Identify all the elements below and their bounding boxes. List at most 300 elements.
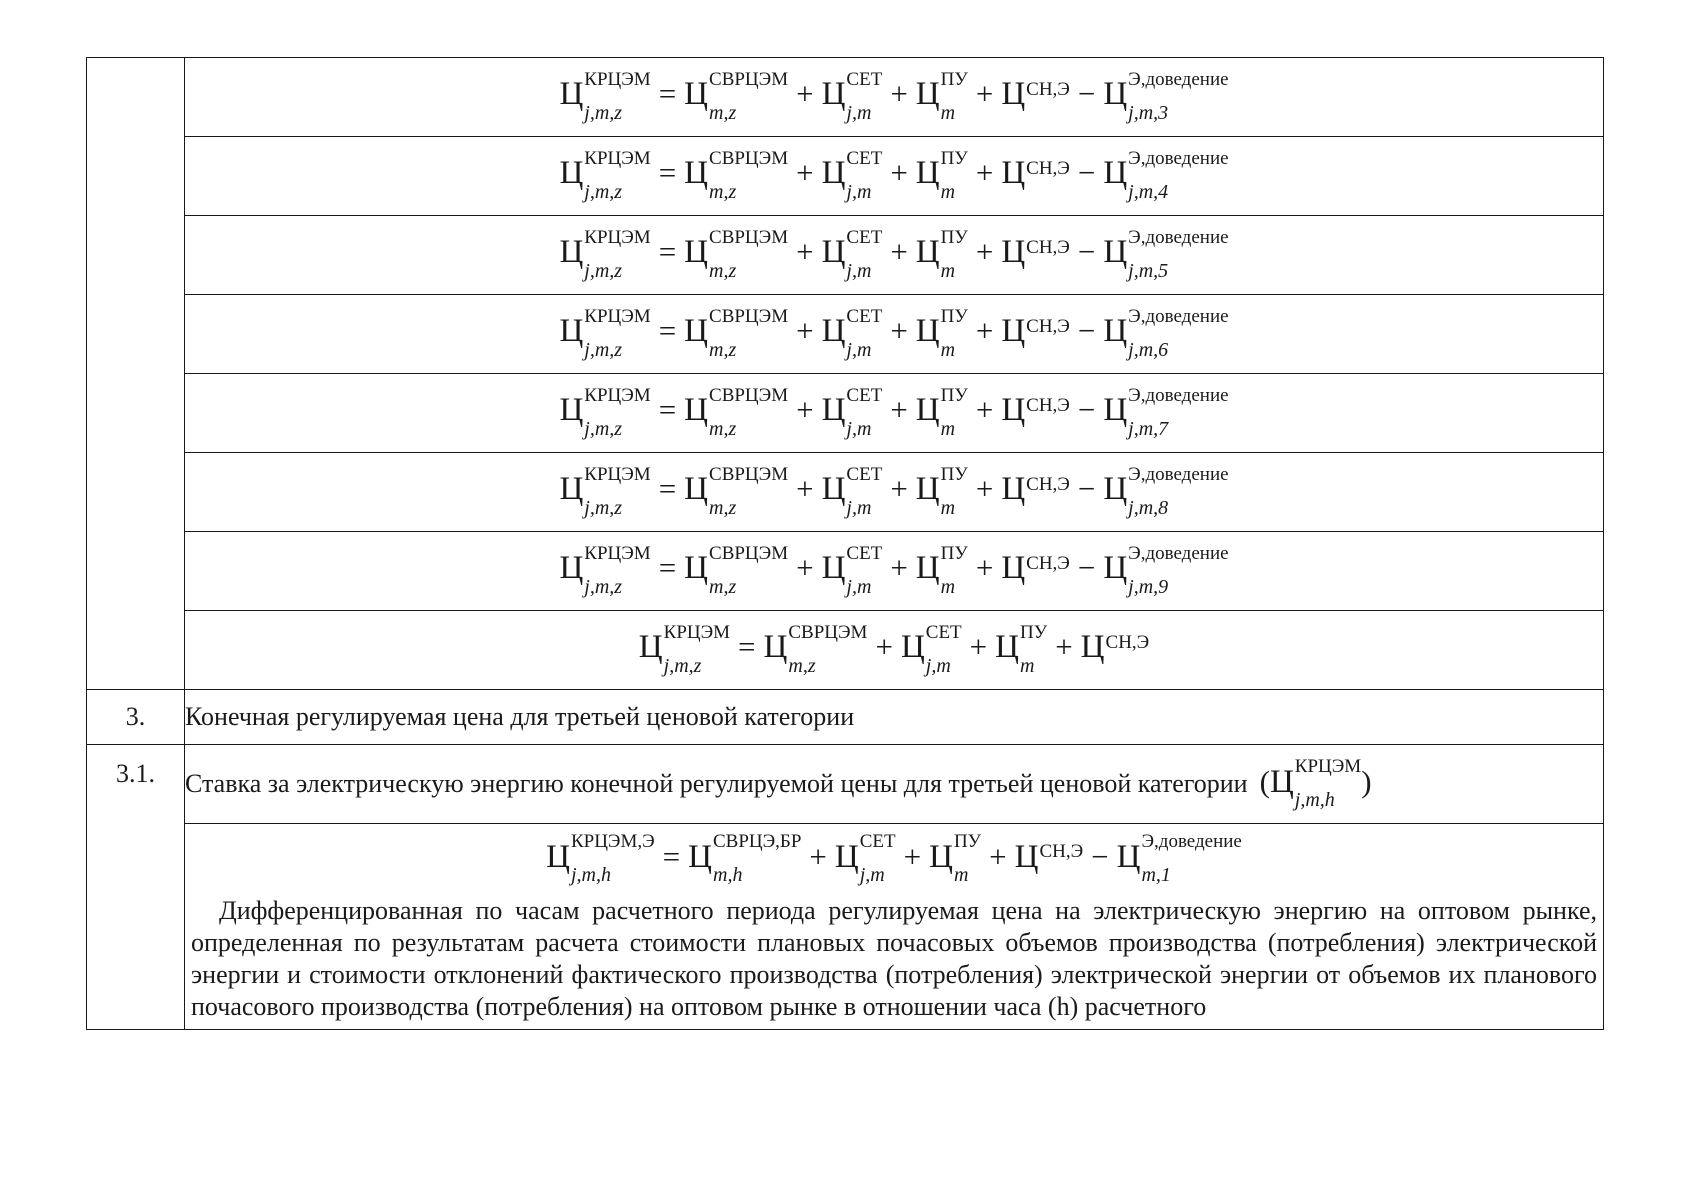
formula <box>185 463 1603 519</box>
formula-markup-term-superscript: СН,Э <box>1026 552 1070 574</box>
formula-infrastructure-term-indices <box>940 68 968 124</box>
minus-sign: − <box>1077 550 1096 586</box>
formula-network-term-indices <box>846 542 883 598</box>
plus-sign: + <box>809 838 827 874</box>
formula <box>185 824 1603 886</box>
equals-sign: = <box>658 471 677 507</box>
formula-result-term-indices <box>584 463 651 519</box>
formula-cell <box>185 374 1604 453</box>
formula-markup-term <box>1001 155 1070 190</box>
price-symbol: Ц <box>915 76 940 113</box>
formula-infrastructure-term-indices <box>940 384 968 440</box>
equals-sign: = <box>658 392 677 428</box>
plus-sign: + <box>1055 629 1073 665</box>
price-table <box>86 57 1604 1030</box>
price-symbol: Ц <box>821 550 846 587</box>
formula-infrastructure-term-indices <box>940 305 968 361</box>
formula-wholesale-term <box>684 147 789 203</box>
formula-result-term-subscript: j,m,z <box>584 575 623 598</box>
formula-reduction-term-subscript: j,m,5 <box>1128 259 1169 282</box>
formula-reduction-term-indices <box>1128 384 1229 440</box>
formula-markup-term-indices <box>1026 78 1070 107</box>
formula-infrastructure-term <box>915 542 968 598</box>
formula-network-term <box>821 226 883 282</box>
formula-row <box>87 295 1604 374</box>
formula-reduction-term <box>1103 226 1229 282</box>
formula-reduction-term <box>1103 68 1229 124</box>
formula-result-term-superscript: КРЦЭМ <box>584 384 651 406</box>
price-symbol: Ц <box>684 550 709 587</box>
formula-reduction-term <box>1116 831 1242 886</box>
formula-reduction-term-superscript: Э,доведение <box>1128 305 1229 327</box>
formula-network-term-indices <box>846 226 883 282</box>
formula-markup-term-superscript: СН,Э <box>1026 473 1070 495</box>
price-symbol: Ц <box>821 392 846 429</box>
formula <box>185 68 1603 124</box>
plus-sign: + <box>875 629 893 665</box>
formula-network-term <box>821 68 883 124</box>
price-symbol: Ц <box>559 392 584 429</box>
price-symbol: Ц <box>1014 838 1039 875</box>
formula-reduction-term-subscript: j,m,7 <box>1128 417 1169 440</box>
formula-result-term-subscript: j,m,z <box>584 101 623 124</box>
formula-result-term-subscript: j,m,h <box>570 864 611 886</box>
formula-infrastructure-term <box>929 831 982 886</box>
formula-reduction-term-superscript: Э,доведение <box>1128 68 1229 90</box>
formula-wholesale-term-superscript: СВРЦЭМ <box>709 147 789 169</box>
formula-markup-term <box>1001 392 1070 427</box>
formula-cell <box>185 453 1604 532</box>
formula <box>185 147 1603 203</box>
formula-infrastructure-term-superscript: ПУ <box>940 226 968 248</box>
formula-markup-term-superscript: СН,Э <box>1039 841 1084 862</box>
equals-sign: = <box>662 838 681 874</box>
price-symbol: Ц <box>1103 313 1128 350</box>
price-symbol: Ц <box>1103 392 1128 429</box>
formula-reduction-term-indices <box>1128 542 1229 598</box>
price-symbol: Ц <box>1269 763 1294 800</box>
price-symbol: Ц <box>915 471 940 508</box>
formula-wholesale-term-subscript: m,z <box>709 101 737 124</box>
plus-sign: + <box>796 471 814 507</box>
formula-wholesale-term-indices <box>709 305 789 361</box>
formula-network-term <box>900 621 962 677</box>
subsection-title: Ставка за электрическую энергию конечной регулируемой цены для третьей ценовой категории <box>185 768 1248 798</box>
price-symbol: Ц <box>821 234 846 271</box>
price-symbol: Ц <box>638 629 663 666</box>
price-symbol: Ц <box>1001 313 1026 350</box>
formula-infrastructure-term-indices <box>940 226 968 282</box>
formula-markup-term <box>1081 629 1150 664</box>
title-price-term-indices <box>1294 756 1362 812</box>
plus-sign: + <box>796 76 814 112</box>
formula-reduction-term-indices <box>1128 463 1229 519</box>
formula-network-term-subscript: j,m <box>846 338 872 361</box>
price-symbol: Ц <box>546 838 570 875</box>
formula-wholesale-term-subscript: m,z <box>709 417 737 440</box>
formula-wholesale-term <box>684 463 789 519</box>
number-cell-empty <box>87 58 185 690</box>
price-symbol: Ц <box>684 76 709 113</box>
description-paragraph: Дифференцированная по часам расчетного периода регулируемая цена на электрическую энергию на оптовом рынке, определенная по результатам расчета стоимости плановых почасовых объемов производства (потребления) электрической энергии и стоимости отклонений фактического производства (потребления) электрической энергии от объемов их планового почасового производства (потребления) на оптовом рынке в отношении часа (h) расчетного <box>191 896 1597 1021</box>
price-symbol: Ц <box>900 629 925 666</box>
plus-sign: + <box>796 234 814 270</box>
formula-reduction-term-indices <box>1128 226 1229 282</box>
formula-infrastructure-term-subscript: m <box>940 496 956 519</box>
formula-cell <box>185 216 1604 295</box>
plus-sign: + <box>796 392 814 428</box>
formula-wholesale-term-indices <box>709 542 789 598</box>
formula-wholesale-term-superscript: СВРЦЭМ <box>709 463 789 485</box>
formula-markup-term <box>1001 234 1070 269</box>
formula-network-term-subscript: j,m <box>846 180 872 203</box>
formula-row <box>87 374 1604 453</box>
subsection-body-cell <box>185 824 1604 1030</box>
formula-cell <box>185 295 1604 374</box>
formula-reduction-term <box>1103 384 1229 440</box>
plus-sign: + <box>890 155 908 191</box>
formula-wholesale-term-indices <box>788 621 868 677</box>
price-symbol: Ц <box>821 155 846 192</box>
formula-markup-term-indices <box>1026 394 1070 423</box>
plus-sign: + <box>975 313 994 349</box>
price-symbol: Ц <box>559 76 584 113</box>
formula-network-term-indices <box>846 305 883 361</box>
formula-markup-term-superscript: СН,Э <box>1105 631 1150 653</box>
formula-reduction-term-indices <box>1141 831 1242 886</box>
price-symbol: Ц <box>834 838 859 875</box>
formula-row <box>87 532 1604 611</box>
formula-markup-term-indices <box>1026 236 1070 265</box>
formula-result-term-superscript: КРЦЭМ <box>584 147 651 169</box>
formula-reduction-term-subscript: j,m,3 <box>1128 101 1169 124</box>
price-symbol: Ц <box>1103 76 1128 113</box>
price-symbol: Ц <box>1001 234 1026 271</box>
formula-reduction-term-superscript: Э,доведение <box>1128 542 1229 564</box>
equals-sign: = <box>738 629 756 665</box>
formula-reduction-term <box>1103 305 1229 361</box>
formula <box>185 226 1603 282</box>
formula-wholesale-term-superscript: СВРЦЭМ <box>709 542 789 564</box>
formula-reduction-term-superscript: Э,доведение <box>1128 463 1229 485</box>
formula-result-term-subscript: j,m,z <box>584 338 623 361</box>
formula-network-term-superscript: СЕТ <box>925 621 962 643</box>
formula-reduction-term-subscript: j,m,4 <box>1128 180 1169 203</box>
formula-network-term-subscript: j,m <box>846 496 872 519</box>
formula-markup-term-superscript: СН,Э <box>1026 315 1070 337</box>
minus-sign: − <box>1077 392 1096 428</box>
formula-network-term-indices <box>846 147 883 203</box>
subsection-title-cell <box>185 745 1604 824</box>
formula-infrastructure-term <box>915 305 968 361</box>
formula-network-term-superscript: СЕТ <box>846 226 883 248</box>
formula-wholesale-term <box>684 384 789 440</box>
formula-result-term <box>559 68 651 124</box>
formula-infrastructure-term-indices <box>940 542 968 598</box>
price-symbol: Ц <box>1001 550 1026 587</box>
price-symbol: Ц <box>1001 392 1026 429</box>
price-symbol: Ц <box>1116 838 1141 875</box>
price-symbol: Ц <box>684 155 709 192</box>
formula-network-term <box>821 384 883 440</box>
formula-network-term-superscript: СЕТ <box>846 305 883 327</box>
formula-reduction-term-indices <box>1128 147 1229 203</box>
price-symbol: Ц <box>915 234 940 271</box>
formula-markup-term-indices <box>1026 552 1070 581</box>
subsection-number: 3.1. <box>87 745 185 1030</box>
formula-wholesale-term-indices <box>709 147 789 203</box>
formula-wholesale-term-subscript: m,z <box>709 180 737 203</box>
plus-sign: + <box>975 392 994 428</box>
formula-network-term-indices <box>859 831 896 886</box>
price-symbol: Ц <box>915 392 940 429</box>
formula-network-term-subscript: j,m <box>846 575 872 598</box>
price-symbol: Ц <box>1001 471 1026 508</box>
formula-network-term <box>821 463 883 519</box>
formula-wholesale-term-superscript: СВРЦЭМ <box>709 226 789 248</box>
price-symbol: Ц <box>559 155 584 192</box>
formula-reduction-term <box>1103 147 1229 203</box>
formula-cell <box>185 532 1604 611</box>
formula-wholesale-term-indices <box>709 68 789 124</box>
formula-result-term <box>546 831 655 886</box>
formula-result-term-superscript: КРЦЭМ <box>584 463 651 485</box>
formula-reduction-term-subscript: j,m,9 <box>1128 575 1169 598</box>
price-symbol: Ц <box>559 234 584 271</box>
price-symbol: Ц <box>684 313 709 350</box>
formula-network-term-subscript: j,m <box>859 864 885 886</box>
plus-sign: + <box>969 629 988 665</box>
formula-network-term <box>821 542 883 598</box>
formula-wholesale-term <box>684 542 789 598</box>
price-symbol: Ц <box>929 838 953 875</box>
price-symbol: Ц <box>688 838 712 875</box>
formula-markup-term <box>1015 839 1084 874</box>
formula-infrastructure-term-subscript: m <box>940 417 956 440</box>
formula-infrastructure-term-subscript: m <box>1020 654 1035 677</box>
price-symbol: Ц <box>1103 234 1128 271</box>
formula-markup-term <box>1001 471 1070 506</box>
plus-sign: + <box>890 392 908 428</box>
plus-sign: + <box>796 155 814 191</box>
formula-cell <box>185 58 1604 137</box>
formula-result-term-subscript: j,m,z <box>663 654 702 677</box>
price-symbol: Ц <box>1001 155 1026 192</box>
formula-result-term <box>559 542 651 598</box>
formula-wholesale-term <box>684 68 789 124</box>
formula-network-term-indices <box>925 621 962 677</box>
minus-sign: − <box>1077 155 1096 191</box>
formula-network-term <box>834 831 896 886</box>
plus-sign: + <box>975 234 994 270</box>
formula-infrastructure-term-superscript: ПУ <box>940 384 968 406</box>
formula-markup-term-indices <box>1039 841 1084 869</box>
formula-result-term-indices <box>584 226 651 282</box>
formula-network-term-indices <box>846 384 883 440</box>
formula-wholesale-term-subscript: m,z <box>709 338 737 361</box>
formula-markup-term-indices <box>1026 315 1070 344</box>
formula-result-term-indices <box>584 384 651 440</box>
subsection-row <box>87 745 1604 824</box>
formula-result-term-indices <box>663 621 731 677</box>
formula-result-term-superscript: КРЦЭМ <box>584 226 651 248</box>
formula <box>185 621 1603 677</box>
plus-sign: + <box>975 550 994 586</box>
formula-infrastructure-term-indices <box>940 147 968 203</box>
plus-sign: + <box>975 471 994 507</box>
formula-result-term-subscript: j,m,z <box>584 496 623 519</box>
formula-result-term-superscript: КРЦЭМ <box>663 621 731 643</box>
price-symbol: Ц <box>1103 155 1128 192</box>
formula-row <box>87 216 1604 295</box>
close-paren: ) <box>1361 763 1372 799</box>
formula-network-term-indices <box>846 463 883 519</box>
price-symbol: Ц <box>915 313 940 350</box>
formula-row <box>87 453 1604 532</box>
formula-result-term-subscript: j,m,z <box>584 180 623 203</box>
price-symbol: Ц <box>559 313 584 350</box>
formula-network-term-superscript: СЕТ <box>846 384 883 406</box>
formula-infrastructure-term <box>915 147 968 203</box>
formula-cell <box>185 611 1604 690</box>
formula-reduction-term-superscript: Э,доведение <box>1128 384 1229 406</box>
formula-result-term <box>559 463 651 519</box>
section-number: 3. <box>87 690 185 745</box>
formula-wholesale-term-indices <box>713 831 802 886</box>
formula-markup-term <box>1001 550 1070 585</box>
formula-network-term <box>821 147 883 203</box>
price-symbol: Ц <box>1103 550 1128 587</box>
price-symbol: Ц <box>995 629 1019 666</box>
formula-wholesale-term-superscript: СВРЦЭМ <box>788 621 868 643</box>
price-symbol: Ц <box>1080 629 1105 666</box>
price-symbol: Ц <box>559 471 584 508</box>
formula-reduction-term-subscript: m,1 <box>1141 864 1171 886</box>
formula-result-term-indices <box>584 305 651 361</box>
formula-wholesale-term-superscript: СВРЦЭ,БР <box>713 831 802 852</box>
formula-infrastructure-term-subscript: m <box>940 338 956 361</box>
formula-infrastructure-term <box>915 463 968 519</box>
subsection-body-row <box>87 824 1604 1030</box>
formula-reduction-term <box>1103 542 1229 598</box>
formula-infrastructure-term <box>915 68 968 124</box>
plus-sign: + <box>890 234 908 270</box>
formula-result-term-indices <box>570 831 655 886</box>
formula-infrastructure-term-indices <box>1020 621 1048 677</box>
plus-sign: + <box>796 550 814 586</box>
price-table-body <box>87 58 1604 1030</box>
formula-wholesale-term-superscript: СВРЦЭМ <box>709 68 789 90</box>
formula-infrastructure-term-indices <box>953 831 982 886</box>
formula-network-term-indices <box>846 68 883 124</box>
formula-infrastructure-term <box>995 621 1048 677</box>
equals-sign: = <box>658 155 677 191</box>
plus-sign: + <box>890 313 908 349</box>
formula-network-term-superscript: СЕТ <box>846 463 883 485</box>
formula-infrastructure-term-subscript: m <box>940 259 956 282</box>
formula-infrastructure-term-superscript: ПУ <box>953 831 982 852</box>
formula-reduction-term-subscript: j,m,6 <box>1128 338 1169 361</box>
price-symbol: Ц <box>915 155 940 192</box>
formula-markup-term-indices <box>1026 473 1070 502</box>
formula-result-term-indices <box>584 147 651 203</box>
formula-markup-term <box>1001 313 1070 348</box>
formula-reduction-term-superscript: Э,доведение <box>1128 226 1229 248</box>
formula-infrastructure-term-superscript: ПУ <box>1020 621 1048 643</box>
formula-result-term-superscript: КРЦЭМ <box>584 305 651 327</box>
formula-result-term <box>559 226 651 282</box>
formula-result-term-superscript: КРЦЭМ <box>584 68 651 90</box>
plus-sign: + <box>890 550 908 586</box>
plus-sign: + <box>890 76 908 112</box>
formula <box>185 384 1603 440</box>
formula <box>185 305 1603 361</box>
formula-result-term <box>559 305 651 361</box>
title-price-term-superscript: КРЦЭМ <box>1294 756 1362 778</box>
minus-sign: − <box>1077 471 1096 507</box>
formula-result-term-indices <box>584 542 651 598</box>
formula-infrastructure-term-superscript: ПУ <box>940 68 968 90</box>
formula-wholesale-term <box>684 305 789 361</box>
formula-markup-term-superscript: СН,Э <box>1026 236 1070 258</box>
formula-infrastructure-term-indices <box>940 463 968 519</box>
formula-network-term-superscript: СЕТ <box>846 68 883 90</box>
formula-reduction-term-indices <box>1128 305 1229 361</box>
formula-wholesale-term-subscript: m,z <box>709 575 737 598</box>
formula-wholesale-term-subscript: m,z <box>709 259 737 282</box>
price-symbol: Ц <box>821 471 846 508</box>
formula-reduction-term-subscript: j,m,8 <box>1128 496 1169 519</box>
formula-infrastructure-term-superscript: ПУ <box>940 463 968 485</box>
formula-wholesale-term <box>688 831 802 886</box>
subsection-title-symbol <box>1259 756 1372 812</box>
equals-sign: = <box>658 313 677 349</box>
formula-infrastructure-term-subscript: m <box>940 575 956 598</box>
equals-sign: = <box>658 76 677 112</box>
formula-result-term <box>559 384 651 440</box>
formula-wholesale-term-indices <box>709 463 789 519</box>
price-symbol: Ц <box>821 313 846 350</box>
plus-sign: + <box>890 471 908 507</box>
formula-network-term-subscript: j,m <box>846 417 872 440</box>
formula-result-term-superscript: КРЦЭМ <box>584 542 651 564</box>
formula-wholesale-term-subscript: m,h <box>713 864 743 886</box>
formula-reduction-term-indices <box>1128 68 1229 124</box>
price-symbol: Ц <box>821 76 846 113</box>
formula-reduction-term-superscript: Э,доведение <box>1128 147 1229 169</box>
price-symbol: Ц <box>684 392 709 429</box>
price-symbol: Ц <box>684 234 709 271</box>
formula-wholesale-term-subscript: m,z <box>709 496 737 519</box>
price-symbol: Ц <box>559 550 584 587</box>
formula-reduction-term-superscript: Э,доведение <box>1141 831 1242 852</box>
formula-reduction-term <box>1103 463 1229 519</box>
formula-wholesale-term-subscript: m,z <box>788 654 816 677</box>
formula-row <box>87 611 1604 690</box>
formula-wholesale-term <box>763 621 868 677</box>
equals-sign: = <box>658 234 677 270</box>
price-symbol: Ц <box>1103 471 1128 508</box>
formula-wholesale-term-indices <box>709 384 789 440</box>
formula-infrastructure-term-subscript: m <box>940 180 956 203</box>
formula <box>185 542 1603 598</box>
formula-network-term-subscript: j,m <box>846 101 872 124</box>
formula-result-term-superscript: КРЦЭМ,Э <box>570 831 655 852</box>
plus-sign: + <box>903 838 922 874</box>
price-symbol: Ц <box>915 550 940 587</box>
minus-sign: − <box>1077 76 1096 112</box>
price-symbol: Ц <box>763 629 788 666</box>
